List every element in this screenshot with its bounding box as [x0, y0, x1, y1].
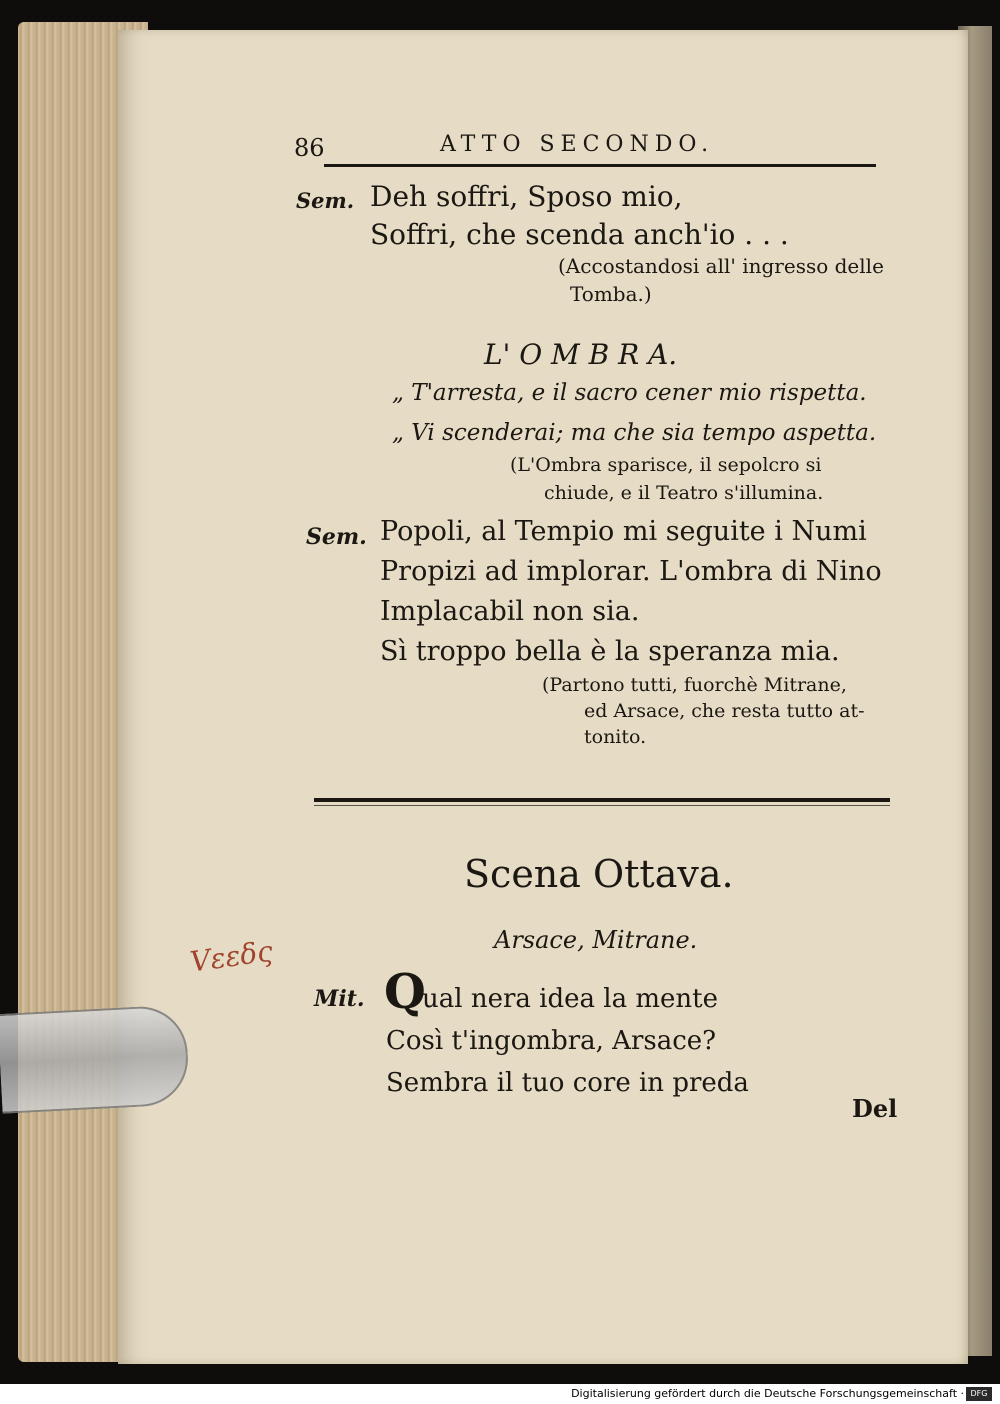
running-title: ATTO SECONDO.: [440, 132, 715, 157]
verse-line: Deh soffri, Sposo mio,: [370, 180, 683, 213]
handwritten-margin-note: Vεεδς: [188, 934, 275, 979]
book-page: [118, 30, 968, 1364]
stage-direction: (Partono tutti, fuorchè Mitrane,: [542, 674, 847, 696]
verse-line: ual nera idea la mente: [422, 984, 718, 1014]
stage-direction: Tomba.): [570, 282, 652, 306]
footer-bar: [0, 1384, 1000, 1404]
stage-direction: (L'Ombra sparisce, il sepolcro si: [510, 454, 822, 476]
speaker-label: Sem.: [306, 524, 367, 550]
scene-separator-rule: [314, 798, 890, 802]
speaker-label: Mit.: [314, 986, 365, 1012]
verse-line: Così t'ingombra, Arsace?: [386, 1026, 717, 1056]
stage-direction: ed Arsace, che resta tutto at-: [584, 700, 865, 722]
verse-line: „ Vi scenderai; ma che sia tempo aspetta.: [392, 420, 877, 446]
header-rule: [324, 164, 876, 167]
stage-direction: (Accostandosi all' ingresso delle: [558, 254, 884, 278]
verse-line: Popoli, al Tempio mi seguite i Numi: [380, 516, 867, 547]
verse-line: Propizi ad implorar. L'ombra di Nino: [380, 556, 882, 587]
page-number: 86: [294, 134, 325, 162]
verse-line: Sembra il tuo core in preda: [386, 1068, 749, 1098]
verse-line: Soffri, che scenda anch'io . . .: [370, 218, 789, 251]
speaker-label: Sem.: [296, 188, 355, 213]
page-holder-clip: [0, 1004, 190, 1114]
verse-line: Implacabil non sia.: [380, 596, 640, 627]
scene-characters: Arsace, Mitrane.: [494, 926, 698, 954]
catchword: Del: [852, 1094, 898, 1123]
scene-separator-rule-thin: [314, 805, 890, 806]
verse-line: „ T'arresta, e il sacro cener mio rispetta.: [392, 380, 867, 406]
character-heading: L' O M B R A.: [484, 338, 678, 371]
verse-line: Sì troppo bella è la speranza mia.: [380, 636, 840, 667]
stage-direction: tonito.: [584, 726, 647, 748]
stage-direction: chiude, e il Teatro s'illumina.: [544, 482, 824, 504]
digitization-credit: Digitalisierung gefördert durch die Deutsche Forschungsgemeinschaft ·: [571, 1387, 964, 1400]
scene-title: Scena Ottava.: [464, 852, 734, 896]
drop-capital: Q: [384, 964, 426, 1020]
dfg-logo: DFG: [966, 1387, 992, 1401]
